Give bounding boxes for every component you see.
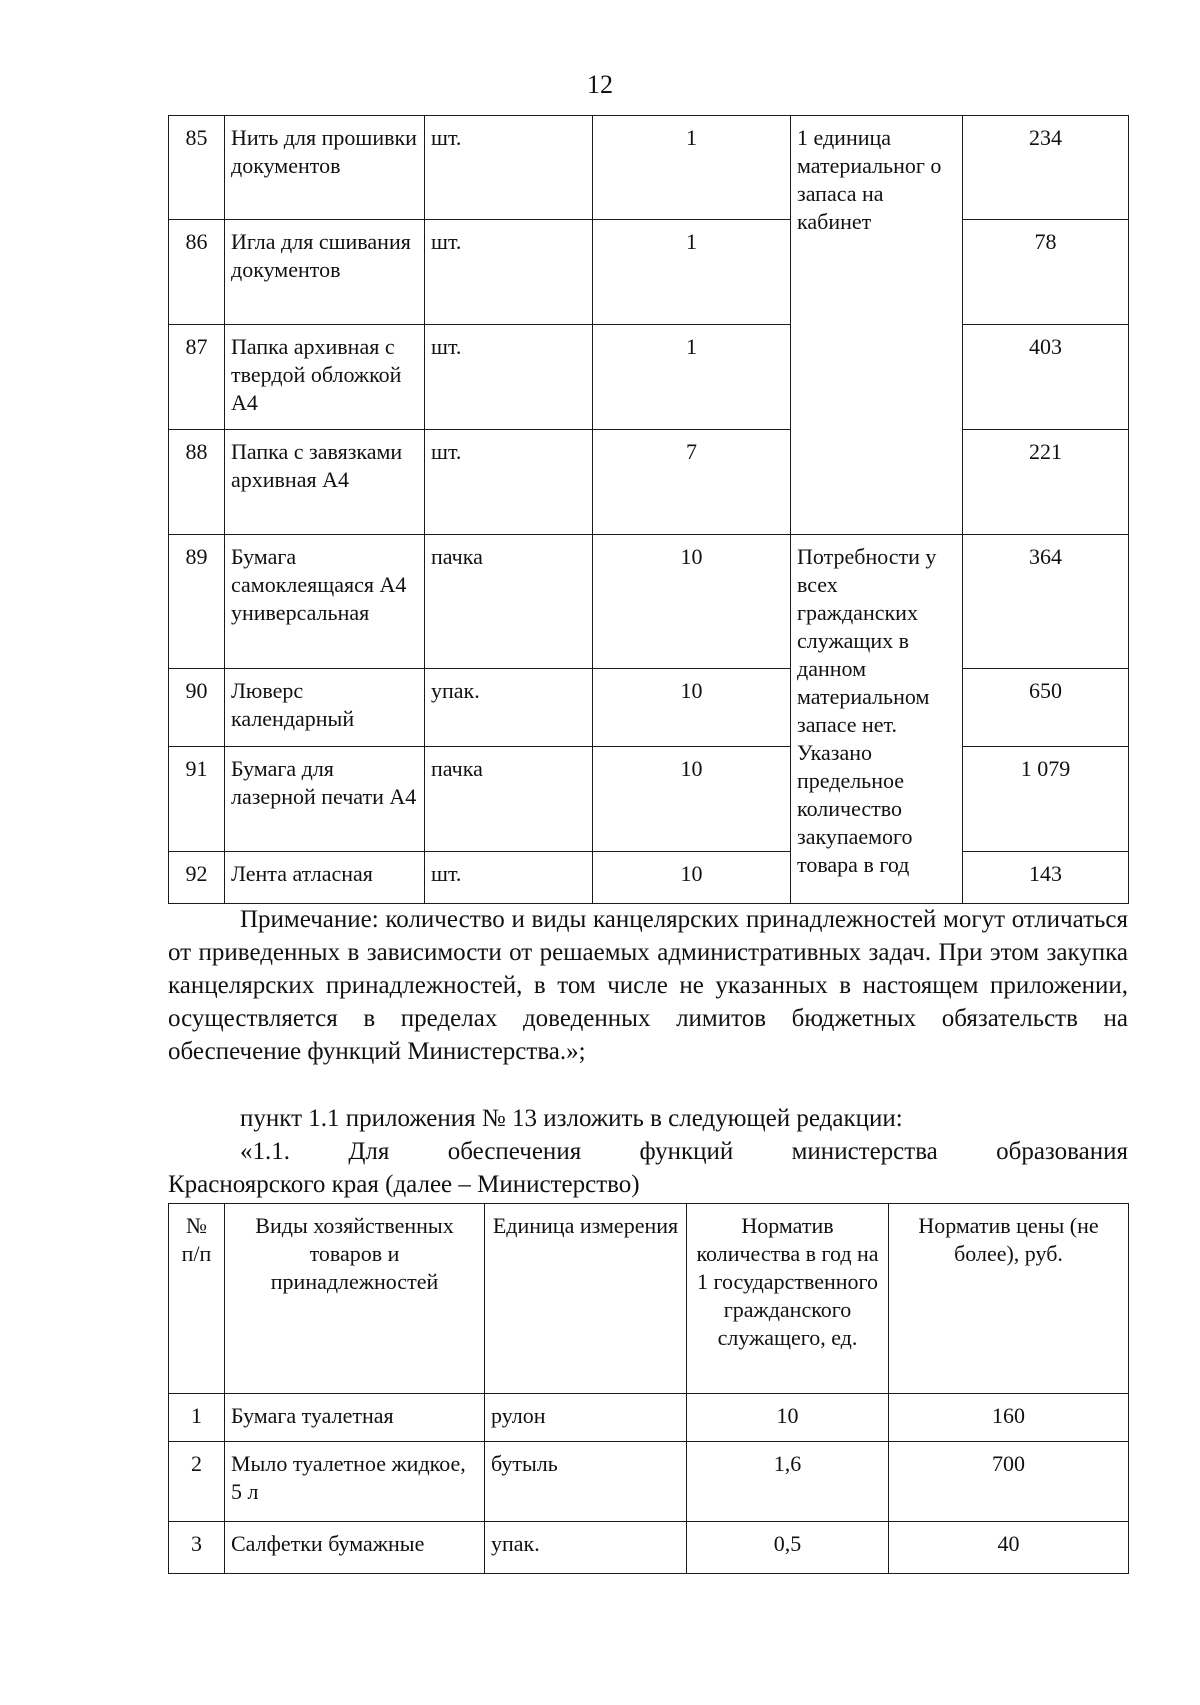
row-number: 85 [169, 116, 225, 220]
row-number: 92 [169, 852, 225, 904]
table-header-row [169, 1204, 1129, 1394]
header-name: Виды хозяйственных товаров и принадлежностей [225, 1204, 485, 1394]
table-row [169, 116, 1129, 220]
note-paragraph: Примечание: количество и виды канцелярских принадлежностей могут отличаться от приведенных в зависимости от решаемых административных задач. При этом закупка канцелярских принадлежностей, в том числе не указанных в настоящем приложении, осуществляется в пределах доведенных лимитов бюджетных обязательств на обеспечение функций Министерства.»; [168, 906, 1128, 1065]
item-quantity: 10 [593, 852, 791, 904]
item-unit: упак. [425, 669, 593, 747]
item-price: 364 [963, 535, 1129, 669]
row-number: 2 [169, 1442, 225, 1522]
item-price: 221 [963, 430, 1129, 535]
table-row [169, 1442, 1129, 1522]
item-quantity: 0,5 [687, 1522, 889, 1574]
table-row [169, 747, 1129, 852]
item-price: 160 [889, 1394, 1129, 1442]
item-name: Бумага самоклеящаяся А4 универсальная [225, 535, 425, 669]
quote-line-1: «1.1. Для обеспечения функций министерства образования [240, 1138, 1128, 1165]
item-quantity: 1 [593, 325, 791, 430]
page-number: 12 [587, 70, 613, 99]
header-number: № п/п [169, 1204, 225, 1394]
row-number: 89 [169, 535, 225, 669]
table-row [169, 1394, 1129, 1442]
item-quantity: 1 [593, 220, 791, 325]
item-unit: упак. [485, 1522, 687, 1574]
table-row [169, 325, 1129, 430]
item-price: 143 [963, 852, 1129, 904]
header-price: Норматив цены (не более), руб. [889, 1204, 1129, 1394]
quote-line-2: Красноярского края (далее – Министерство) [168, 1171, 640, 1198]
item-name: Лента атласная [225, 852, 425, 904]
item-unit: пачка [425, 535, 593, 669]
item-unit: шт. [425, 116, 593, 220]
table-row [169, 669, 1129, 747]
item-name: Бумага для лазерной печати А4 [225, 747, 425, 852]
item-price: 1 079 [963, 747, 1129, 852]
item-unit: шт. [425, 430, 593, 535]
table-row [169, 852, 1129, 904]
item-unit: шт. [425, 325, 593, 430]
item-unit: пачка [425, 747, 593, 852]
item-price: 78 [963, 220, 1129, 325]
item-name: Салфетки бумажные [225, 1522, 485, 1574]
row-number: 87 [169, 325, 225, 430]
amendment-paragraph: пункт 1.1 приложения № 13 изложить в следующей редакции: [240, 1105, 903, 1132]
item-name: Люверс календарный [225, 669, 425, 747]
item-price: 700 [889, 1442, 1129, 1522]
household-goods-table [168, 1203, 1129, 1574]
table-row [169, 535, 1129, 669]
item-quantity: 1,6 [687, 1442, 889, 1522]
item-name: Папка архивная с твердой обложкой А4 [225, 325, 425, 430]
item-quantity: 10 [593, 747, 791, 852]
item-price: 403 [963, 325, 1129, 430]
table-row [169, 430, 1129, 535]
item-quantity: 10 [593, 535, 791, 669]
item-name: Папка с завязками архивная А4 [225, 430, 425, 535]
row-number: 88 [169, 430, 225, 535]
item-name: Нить для прошивки документов [225, 116, 425, 220]
item-price: 234 [963, 116, 1129, 220]
item-price: 650 [963, 669, 1129, 747]
item-name: Игла для сшивания документов [225, 220, 425, 325]
item-unit: бутыль [485, 1442, 687, 1522]
item-quantity: 7 [593, 430, 791, 535]
item-quantity: 10 [593, 669, 791, 747]
item-name: Бумага туалетная [225, 1394, 485, 1442]
item-unit: шт. [425, 852, 593, 904]
header-quantity: Норматив количества в год на 1 государственного гражданского служащего, ед. [687, 1204, 889, 1394]
item-quantity: 1 [593, 116, 791, 220]
table-row [169, 1522, 1129, 1574]
quantity-note-limit: Потребности у всех гражданских служащих в данном материальном запасе нет. Указано предельное количество закупаемого товара в год [791, 535, 963, 904]
table-row [169, 220, 1129, 325]
item-price: 40 [889, 1522, 1129, 1574]
supplies-table-continued [168, 115, 1129, 904]
row-number: 86 [169, 220, 225, 325]
item-unit: шт. [425, 220, 593, 325]
row-number: 91 [169, 747, 225, 852]
item-quantity: 10 [687, 1394, 889, 1442]
row-number: 90 [169, 669, 225, 747]
item-name: Мыло туалетное жидкое, 5 л [225, 1442, 485, 1522]
item-unit: рулон [485, 1394, 687, 1442]
row-number: 3 [169, 1522, 225, 1574]
row-number: 1 [169, 1394, 225, 1442]
quantity-note-per-office: 1 единица материальног о запаса на кабинет [791, 116, 963, 535]
header-unit: Единица измерения [485, 1204, 687, 1394]
